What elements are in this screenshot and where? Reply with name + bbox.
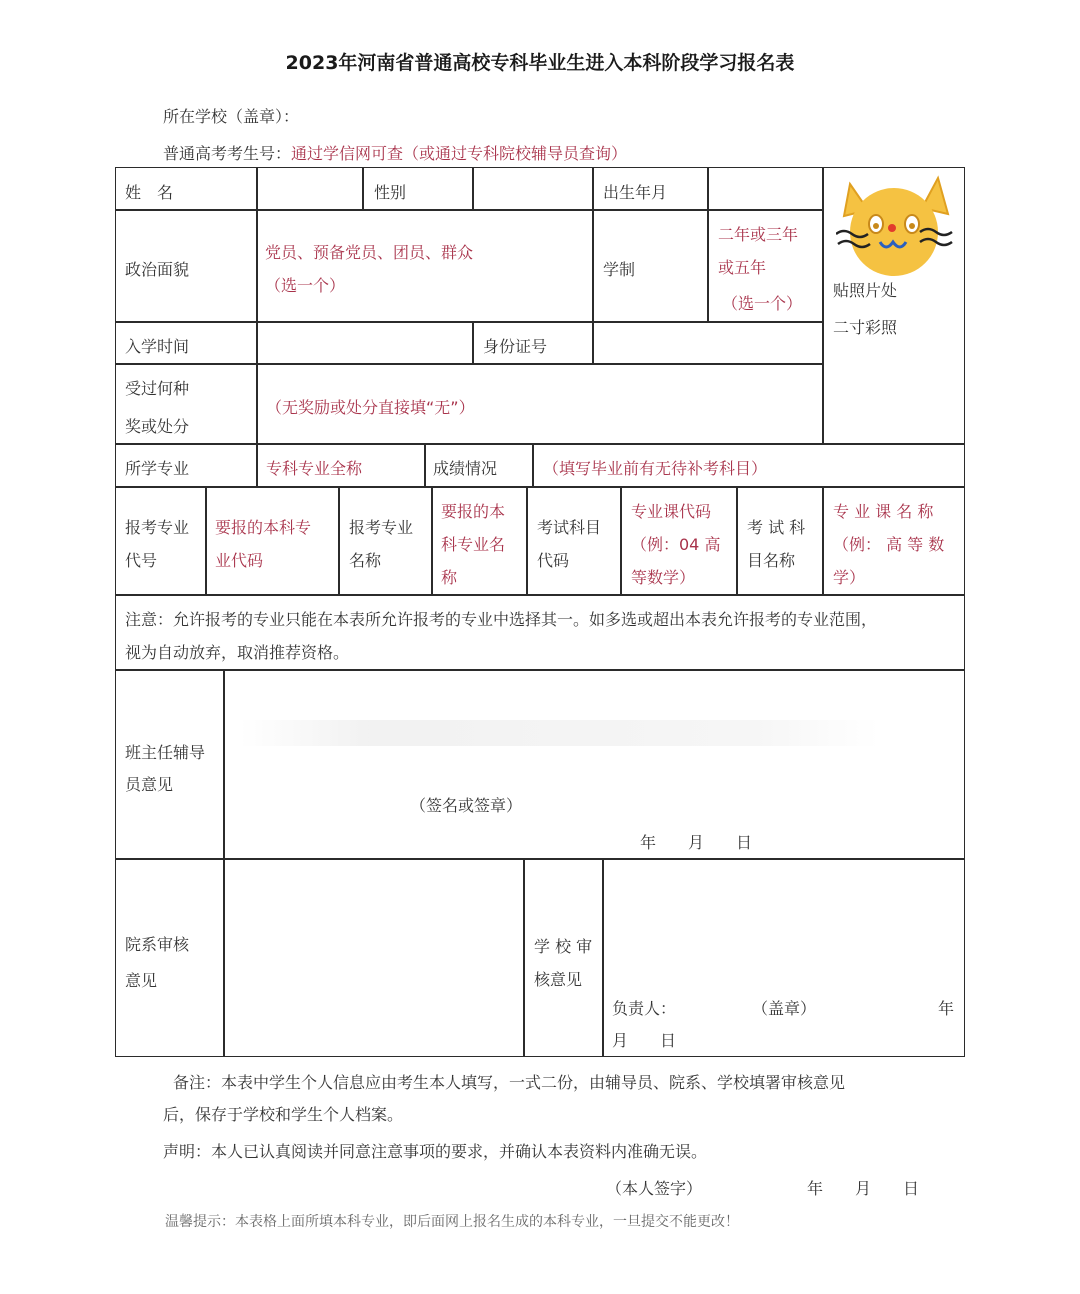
apply-code-label-2: 代号	[125, 551, 158, 570]
apply-name-hint-1[interactable]: 要报的本	[441, 502, 506, 521]
exam-code-label-2: 代码	[537, 551, 570, 570]
exam-no-label: 普通高考考生号：	[163, 144, 292, 163]
counselor-label-2: 员意见	[125, 775, 174, 794]
apply-name-label-2: 名称	[349, 551, 382, 570]
exam-name-hint-3: 学）	[833, 568, 866, 587]
enroll-field[interactable]	[258, 324, 470, 362]
col-divider	[822, 486, 824, 594]
major-hint[interactable]: 专科专业全称	[266, 459, 363, 478]
month-day-label: 月 日	[612, 1031, 677, 1050]
row-divider	[115, 594, 965, 596]
remark-line-1: 备注：本表中学生个人信息应由考生本人填写，一式二份，由辅导员、院系、学校填署审核意见	[173, 1073, 846, 1092]
score-label: 成绩情况	[433, 459, 498, 478]
cat-face-icon	[836, 172, 956, 282]
apply-name-hint-3: 称	[441, 568, 458, 587]
schooling-hint-2: 或五年	[718, 258, 767, 277]
award-hint[interactable]: （无奖励或处分直接填“无”）	[266, 398, 475, 417]
award-label-1: 受过何种	[125, 379, 190, 398]
major-label: 所学专业	[125, 459, 190, 478]
col-divider	[362, 167, 364, 209]
exam-code-label-1: 考试科目	[537, 518, 602, 537]
schooling-hint-1[interactable]: 二年或三年	[718, 225, 799, 244]
exam-no-row	[163, 141, 627, 164]
year-label: 年	[938, 999, 955, 1018]
dept-label-2: 意见	[125, 971, 158, 990]
row-divider	[115, 858, 965, 860]
politics-label: 政治面貌	[125, 260, 190, 279]
apply-name-label-1: 报考专业	[349, 518, 414, 537]
id-label: 身份证号	[483, 337, 548, 356]
school-label: 所在学校（盖章）：	[163, 107, 300, 126]
counselor-opinion-field[interactable]	[226, 672, 962, 856]
politics-hint-2: （选一个）	[265, 276, 346, 295]
exam-name-hint-1[interactable]: 专 业 课 名 称	[833, 502, 934, 521]
counselor-label-1: 班主任辅导	[125, 743, 206, 762]
row-divider	[115, 363, 823, 365]
col-divider	[620, 486, 622, 594]
col-divider	[431, 486, 433, 594]
id-field[interactable]	[594, 324, 820, 362]
statement: 声明：本人已认真阅读并同意注意事项的要求，并确认本表资料内准确无误。	[163, 1142, 708, 1161]
apply-code-hint-1[interactable]: 要报的本科专	[215, 518, 312, 537]
exam-code-hint-2: （例：04 高	[631, 535, 721, 554]
row-divider	[115, 209, 823, 211]
row-divider	[115, 321, 823, 323]
counselor-date: 年 月 日	[640, 833, 753, 852]
apply-code-label-1: 报考专业	[125, 518, 190, 537]
col-divider	[523, 858, 525, 1057]
row-divider	[115, 443, 965, 445]
col-divider	[256, 167, 258, 443]
photo-label-1: 贴照片处	[833, 281, 898, 300]
exam-name-label-1: 考 试 科	[747, 518, 806, 537]
exam-name-hint-2: （例： 高 等 数	[833, 535, 945, 554]
col-divider	[424, 443, 426, 486]
sign-hint: （签名或签章）	[410, 796, 523, 815]
col-divider	[602, 858, 604, 1057]
row-divider	[115, 669, 965, 671]
award-label-2: 奖或处分	[125, 417, 190, 436]
signature-label: （本人签字）	[606, 1179, 703, 1198]
school-review-label-1: 学 校 审	[534, 937, 593, 956]
remark-line-2: 后，保存于学校和学生个人档案。	[163, 1105, 404, 1124]
apply-name-hint-2: 科专业名	[441, 535, 506, 554]
col-divider	[822, 167, 824, 443]
name-field[interactable]	[257, 170, 361, 208]
exam-code-hint-1[interactable]: 专业课代码	[631, 502, 712, 521]
schooling-label: 学制	[603, 260, 636, 279]
score-hint[interactable]: （填写毕业前有无待补考科目）	[543, 459, 768, 478]
col-divider	[736, 486, 738, 594]
col-divider	[256, 443, 258, 486]
enroll-label: 入学时间	[125, 337, 190, 356]
gender-label: 性别	[374, 183, 407, 202]
notice-line-1: 注意：允许报考的专业只能在本表所允许报考的专业中选择其一。如多选或超出本表允许报考的专业范围，	[125, 610, 878, 629]
col-divider	[338, 486, 340, 594]
exam-name-label-2: 目名称	[747, 551, 796, 570]
politics-hint-1[interactable]: 党员、预备党员、团员、群众	[265, 243, 474, 262]
schooling-hint-3: （选一个）	[722, 294, 803, 313]
gender-field[interactable]	[474, 170, 590, 208]
col-divider	[532, 443, 534, 486]
col-divider	[526, 486, 528, 594]
school-opinion-field[interactable]	[605, 861, 962, 991]
birth-label: 出生年月	[603, 183, 668, 202]
dept-opinion-field[interactable]	[226, 861, 521, 1055]
apply-code-hint-2: 业代码	[215, 551, 264, 570]
photo-label-2: 二寸彩照	[833, 318, 898, 337]
signature-date: 年 月 日	[807, 1179, 920, 1198]
warm-tip: 温馨提示：本表格上面所填本科专业，即后面网上报名生成的本科专业，一旦提交不能更改！	[165, 1214, 739, 1230]
birth-field[interactable]	[709, 170, 821, 208]
responsible-label: 负责人：	[612, 999, 677, 1018]
col-divider	[472, 321, 474, 363]
seal-label: （盖章）	[752, 999, 817, 1018]
row-divider	[115, 486, 965, 488]
school-review-label-2: 核意见	[534, 970, 583, 989]
col-divider	[205, 486, 207, 594]
exam-no-hint: 通过学信网可查（或通过专科院校辅导员查询）	[291, 144, 628, 163]
name-label: 姓 名	[125, 183, 174, 202]
col-divider	[223, 669, 225, 1057]
notice-line-2: 视为自动放弃，取消推荐资格。	[125, 643, 350, 662]
dept-label-1: 院系审核	[125, 935, 190, 954]
exam-code-hint-3: 等数学）	[631, 568, 696, 587]
page-title: 2023年河南省普通高校专科毕业生进入本科阶段学习报名表	[285, 52, 795, 74]
